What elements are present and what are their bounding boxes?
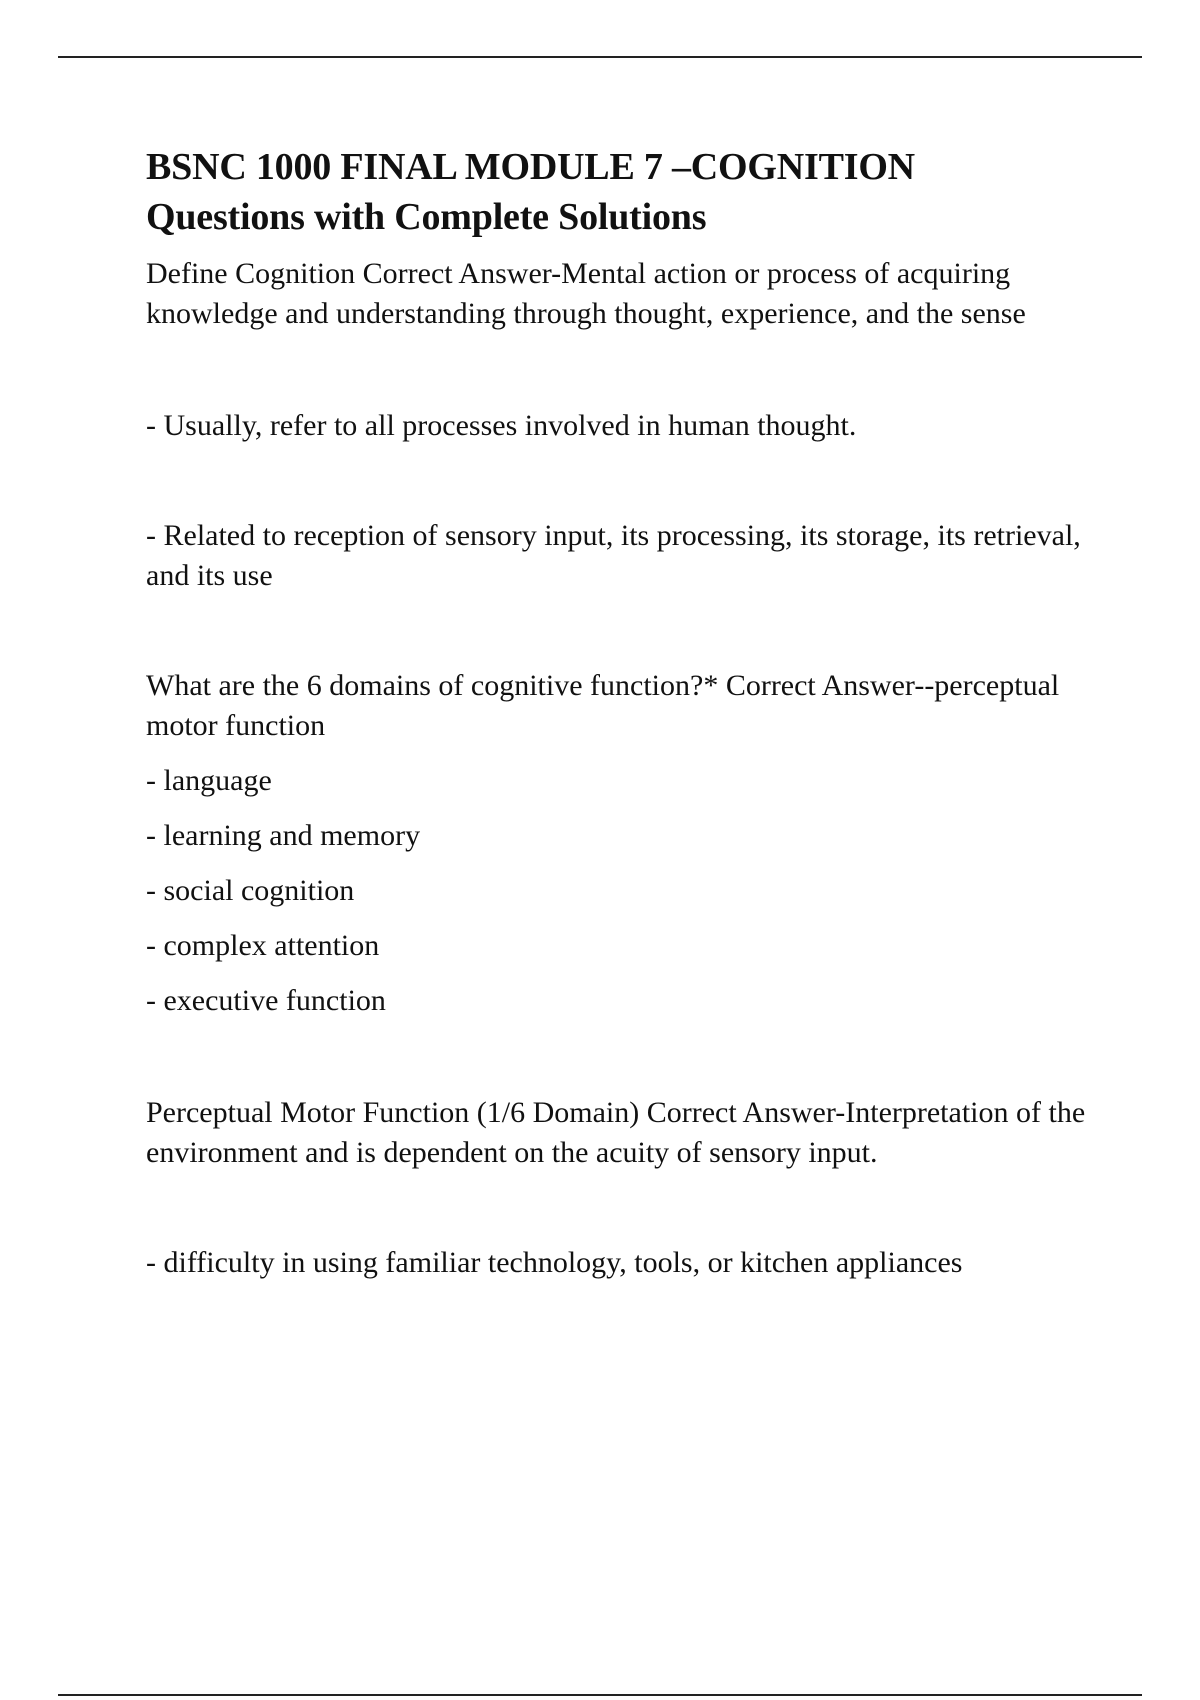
title-line-1: BSNC 1000 FINAL MODULE 7 –COGNITION (146, 146, 915, 188)
paragraph-define-cognition: Define Cognition Correct Answer-Mental action or process of acquiring knowledge and understanding through thought, experience, and the sense (146, 257, 1026, 330)
document-title (146, 142, 1086, 242)
bottom-rule (58, 1694, 1142, 1696)
document-body (146, 142, 1086, 1283)
paragraph-perceptual-motor: Perceptual Motor Function (1/6 Domain) Correct Answer-Interpretation of the environment and is dependent on the acuity of sensory input. (146, 1096, 1086, 1169)
title-line-2: Questions with Complete Solutions (146, 196, 707, 238)
top-rule (58, 56, 1142, 58)
paragraph-six-domains-question: What are the 6 domains of cognitive function?* Correct Answer--perceptual motor function (146, 669, 1060, 742)
list-item-executive-function: - executive function (146, 984, 386, 1017)
list-item-learning-memory: - learning and memory (146, 819, 421, 852)
list-item-social-cognition: - social cognition (146, 874, 355, 907)
list-item-complex-attention: - complex attention (146, 929, 380, 962)
paragraph-human-thought: - Usually, refer to all processes involved in human thought. (146, 409, 857, 442)
list-item-language: - language (146, 764, 272, 797)
paragraph-sensory-input: - Related to reception of sensory input, its processing, its storage, its retrieval, and its use (146, 519, 1081, 592)
paragraph-familiar-technology: - difficulty in using familiar technology, tools, or kitchen appliances (146, 1246, 963, 1279)
